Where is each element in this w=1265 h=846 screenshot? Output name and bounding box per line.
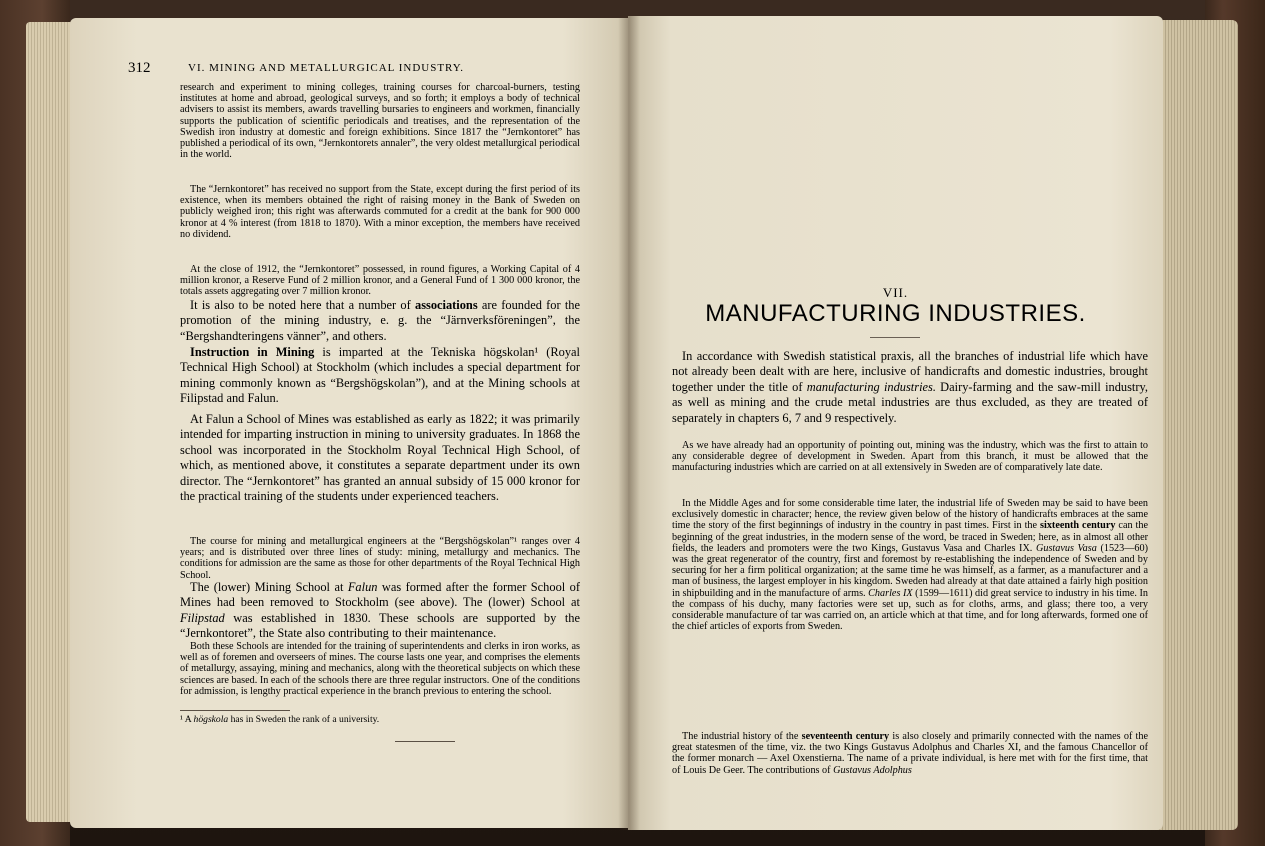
footnote-rule xyxy=(180,710,290,711)
instruction-text: is imparted at the Tekniska högskolan¹ (Royal Technical High School) at Stockholm (which includes a special department for mining commonly known as “Bergshögskolan”), and at the Mining schools at Filipstad and Falun. xyxy=(180,345,580,406)
paragraph-2 xyxy=(180,184,580,240)
paragraph-2-text: The “Jernkontoret” has received no support from the State, except during the first period of its existence, when its members obtained the right of raising money in the Bank of Sweden on publicly weighed iron; this right was afterwards commuted for a credit at the bank for 900 000 kronor at 4 % interest (from 1818 to 1870). With a minor exception, the members have received no dividend. xyxy=(180,184,580,240)
paragraph-1-text: research and experiment to mining colleges, training courses for charcoal-burners, testing institutes at home and abroad, geological surveys, and so forth; it employs a body of technical advisers to assist its members, awards travelling bursaries to engineers and workmen, financially supports the publication of scientific periodicals and treatises, and the representation of the Swedish iron industry at domestic and foreign exhibitions. Since 1817 the “Jernkontoret” has published a periodical of its own, “Jernkontorets annaler”, the very oldest metallurgical periodical in the world. xyxy=(180,82,580,161)
right-p3-text-e: (1523—60) was the great regenerator of the country, first and foremost by re-establishing the independence of Sweden and by securing for her a firm political organization; at the same time he was himself, as a farmer, as a manufacturer and a man of business, the largest employer in his kingdom. Sweden had already at that date attained a fairly high position in shipbuilding and in the manufacture of arms. xyxy=(672,542,1148,599)
right-p3-bold: sixteenth century xyxy=(1040,520,1116,532)
chapter-title: MANUFACTURING INDUSTRIES. xyxy=(705,300,1086,327)
footnote-text-a: ¹ A xyxy=(180,714,194,725)
running-head-title: VI. MINING AND METALLURGICAL INDUSTRY. xyxy=(188,62,465,74)
paragraph-lower-schools xyxy=(180,580,580,642)
lower-schools-italic-falun: Falun xyxy=(347,580,378,594)
instruction-bold: Instruction in Mining xyxy=(190,345,315,359)
right-paragraph-2 xyxy=(672,440,1148,474)
chapter-rule xyxy=(870,337,920,338)
right-paragraph-3 xyxy=(672,498,1148,632)
right-p4-text-a: The industrial history of the xyxy=(682,731,802,742)
paragraph-instruction xyxy=(180,345,580,407)
footnote-italic: högskola xyxy=(193,714,229,725)
right-p3-text-a: In the Middle Ages and for some considerable time later, the industrial life of Sweden may be said to have been exclusively domestic in character; hence, the review given below of the history of handicrafts embraces at the same time the story of the first beginnings of industry in the country in past times. First in the xyxy=(672,498,1148,532)
paragraph-course xyxy=(180,536,580,581)
footnote-text-c: has in Sweden the rank of a university. xyxy=(228,714,380,725)
right-p3-text-g: (1599—1611) did great service to industry in his time. In the compass of his duchy, many factories were set up, such as for cloths, arms, and glass; there too, a very considerable manufacture of tar was carried on, an article which at that time, and for long afterwards, formed one of the chief articles of exports from Sweden. xyxy=(672,587,1148,633)
associations-text-a: It is also to be noted here that a number of xyxy=(190,298,415,312)
lower-schools-text-e: was established in 1830. These schools are supported by the “Jernkontoret”, the State also contributing to their maintenance. xyxy=(180,610,580,641)
book-gutter xyxy=(618,16,640,830)
page-number: 312 xyxy=(128,60,151,76)
right-p4-bold: seventeenth century xyxy=(801,731,890,742)
paragraph-falun xyxy=(180,412,580,504)
right-paragraph-4 xyxy=(672,731,1148,776)
chapter-number: VII. xyxy=(882,285,909,300)
right-p3-italic-vasa: Gustavus Vasa xyxy=(1036,542,1097,554)
right-p1-italic: manufacturing industries. xyxy=(806,379,936,394)
running-head xyxy=(128,60,593,80)
right-p3-text-c: can the beginning of the great industries, in the modern sense of the word, be traced in Sweden; here, as in almost all other fields, the leaders and promoters were the two Kings, Gustavus Vasa and Charles IX. xyxy=(672,520,1148,554)
right-p2-text: As we have already had an opportunity of pointing out, mining was the industry, which was the first to attain to any considerable degree of development in Sweden. Apart from this branch, it must be allowed that the manufacturing industries which are carried on at all extensively in Sweden are of comparatively late date. xyxy=(672,440,1148,474)
associations-text-c: are founded for the promotion of the mining industry, e. g. the “Järnverksföreningen”, the “Bergshandteringens vänner”, and others. xyxy=(180,298,580,343)
paragraph-1 xyxy=(180,82,580,160)
paragraph-both-schools xyxy=(180,641,580,697)
both-schools-text: Both these Schools are intended for the training of superintendents and clerks in iron works, as well as of foremen and overseers of mines. The course lasts one year, and comprises the elements of metallurgy, assaying, mining and mechanics, along with the theoretical subjects on which these sciences are based. In each of the schools there are three regular instructors. One of the conditions for admission, is lengthy practical experience in the branch previous to entering the school. xyxy=(180,641,580,697)
falun-text: At Falun a School of Mines was established as early as 1822; it was primarily intended for imparting instruction in mining to university graduates. In 1868 the school was incorporated in the Stockholm Royal Technical High School, of which, as mentioned above, it constitutes a separate department under its own director. The “Jernkontoret” has granted an annual subsidy of 15 000 kronor for the practical training of the students under experienced teachers. xyxy=(180,412,580,504)
footnote-end-rule xyxy=(395,741,455,742)
lower-schools-text-c: was formed after the former School of Mines had been removed to Stockholm (see above). The (lower) School at xyxy=(180,580,580,610)
right-p1-text-c: Dairy-farming and the saw-mill industry, as well as mining and the crude metal industries are thus excluded, as they are treated of separately in chapters 6, 7 and 9 respectively. xyxy=(672,379,1148,425)
course-text: The course for mining and metallurgical engineers at the “Bergshögskolan”¹ ranges over 4 years; and is distributed over three lines of study: mining, metallurgy and mechanics. The conditions for admission are the same as those for other departments of the Royal Technical High School. xyxy=(180,536,580,581)
paragraph-associations xyxy=(180,298,580,344)
footnote xyxy=(180,714,580,725)
right-p3-italic-charles: Charles IX xyxy=(868,587,913,599)
right-p4-italic: Gustavus Adolphus xyxy=(833,764,912,776)
page-edges-left xyxy=(26,22,76,822)
right-p4-text-c: is also closely and primarily connected with the names of the great statesmen of the time, viz. the two Kings Gustavus Adolphus and Charles XI, and the famous Chancellor of the former monarch — Axel Oxenstierna. The name of a private individual, is here met with for the first time, that of Louis De Geer. The contributions of xyxy=(672,731,1148,776)
associations-bold: associations xyxy=(415,298,478,312)
paragraph-3 xyxy=(180,264,580,298)
right-p1-text-a: In accordance with Swedish statistical praxis, all the branches of industrial life which have not already been dealt with are here, inclusive of handicrafts and domestic industries, brought together under the title of xyxy=(672,349,1148,394)
paragraph-3-text: At the close of 1912, the “Jernkontoret” possessed, in round figures, a Working Capital of 4 million kronor, a Reserve Fund of 2 million kronor, and a General Fund of 1 300 000 kronor, the totals assets aggregating over 7 million kronor. xyxy=(180,264,580,298)
lower-schools-italic-filipstad: Filipstad xyxy=(180,610,225,625)
lower-schools-text-a: The (lower) Mining School at xyxy=(190,580,348,594)
right-paragraph-1 xyxy=(672,349,1148,426)
